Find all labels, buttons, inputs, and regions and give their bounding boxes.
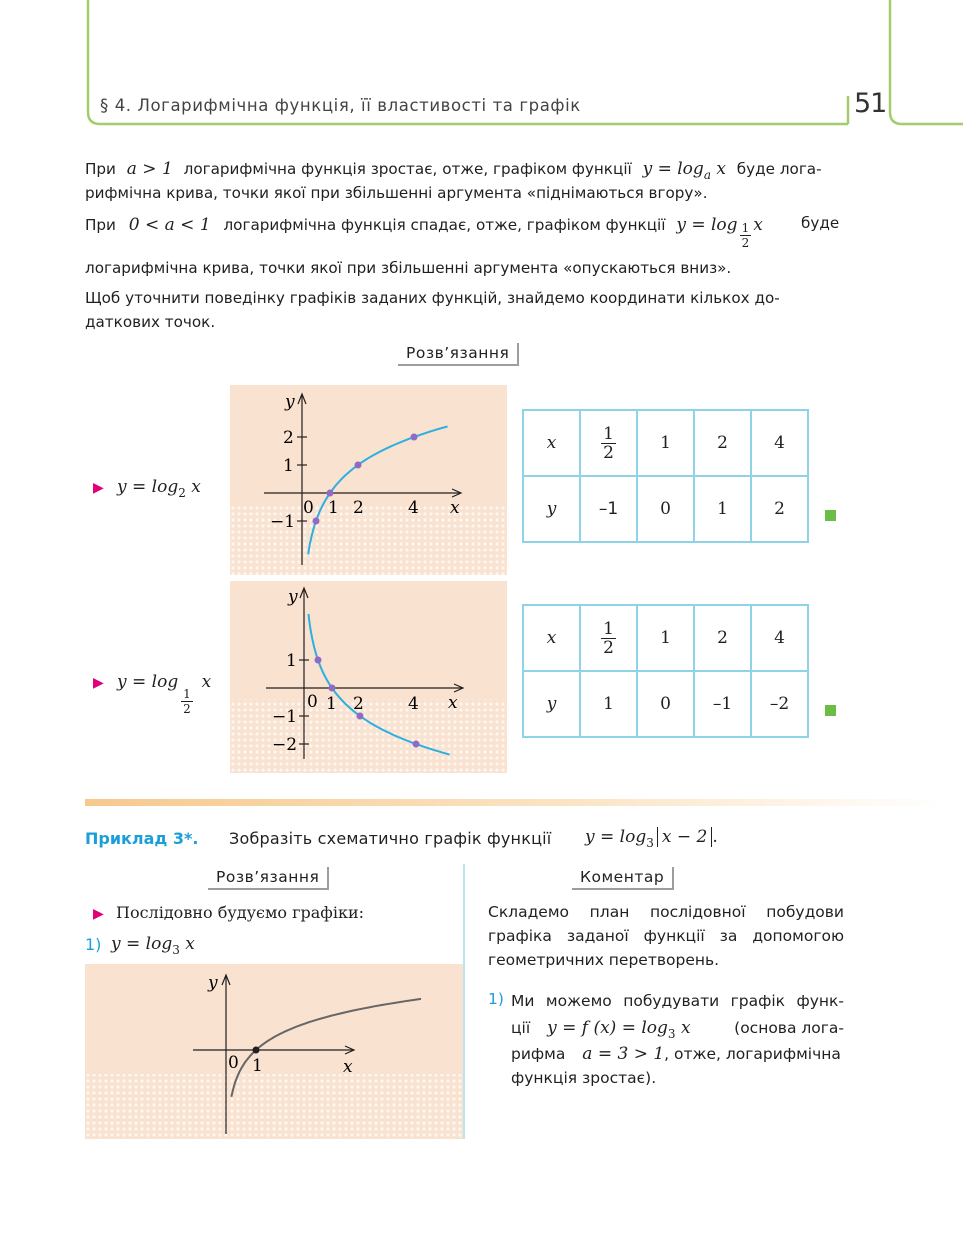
- x-tick-1: 1: [326, 694, 337, 714]
- intro-paragraph-1: При a > 1 логарифмічна функція зростає, отже, графіком функції $y = \log_a x$ буде лога-: [85, 159, 822, 182]
- page-number: 51: [854, 88, 887, 119]
- table-cell: –2: [751, 671, 808, 737]
- curve-point: [313, 518, 320, 525]
- table-cell: –1: [694, 671, 751, 737]
- step-intro: Послідовно будуємо графіки:: [116, 903, 364, 922]
- y-axis-label: y: [285, 392, 295, 412]
- function-log-half-base: 1 2: [181, 687, 193, 716]
- bullet-icon: ▶: [93, 906, 104, 922]
- table-cell: $\frac{1}{2}$: [580, 410, 637, 476]
- curve-point: [413, 741, 420, 748]
- table-cell: 2: [694, 410, 751, 476]
- table-cell: 1: [637, 410, 694, 476]
- y-axis-label: y: [288, 587, 298, 607]
- y-tick-1: 1: [283, 456, 294, 476]
- table-row: [523, 671, 808, 737]
- comment-line-2: графіка заданої функції за допомогою: [488, 927, 844, 945]
- values-table-log-half: [522, 604, 809, 738]
- intro-paragraph-3-line1: Щоб уточнити поведінку графіків заданих функцій, знайдемо координати кількох до-: [85, 289, 780, 307]
- table-cell: 2: [694, 605, 751, 671]
- bullet-icon: ▶: [93, 480, 104, 496]
- table-header-y: y: [523, 476, 580, 542]
- curve-point: [355, 462, 362, 469]
- table-row: [523, 476, 808, 542]
- step-number: 1): [85, 935, 102, 954]
- y-tick-minus1: −1: [272, 707, 298, 727]
- table-cell: 1: [580, 671, 637, 737]
- example-task: Зобразіть схематично графік функції: [229, 829, 552, 848]
- intro-paragraph-2: При 0 < a < 1 логарифмічна функція спадає, отже, графіком функції y = log $\frac{1}{2}$ x: [85, 215, 763, 250]
- end-of-solution-marker: [825, 705, 836, 716]
- table-cell: 1: [694, 476, 751, 542]
- table-cell: 2: [751, 476, 808, 542]
- example-function: $y = \log_3 x - 2$ .: [585, 827, 718, 850]
- values-table-log2: [522, 409, 809, 543]
- table-cell: 1: [637, 605, 694, 671]
- graph-log3: [85, 964, 463, 1139]
- x-axis-label: x: [450, 498, 460, 518]
- point-1-0: [253, 1047, 260, 1054]
- y-tick-2: 2: [283, 428, 294, 448]
- table-header-x: x: [523, 410, 580, 476]
- x-tick-4: 4: [408, 694, 419, 714]
- x-tick-2: 2: [353, 694, 364, 714]
- x-tick-1: 1: [252, 1056, 263, 1076]
- intro-paragraph-2-tail: буде: [801, 214, 840, 232]
- comment-line-1: Складемо план послідовної побудови: [488, 903, 844, 921]
- origin-label: 0: [228, 1053, 239, 1073]
- comment-item-line-2: ції y = f $(x) = \log_3 x$ (основа лога-: [511, 1018, 844, 1041]
- step1-function: $y = \log_3 x$: [111, 934, 195, 957]
- table-cell: 4: [751, 605, 808, 671]
- table-cell: 0: [637, 671, 694, 737]
- section-title: § 4. Логарифмічна функція, її властивості та графік: [100, 96, 581, 115]
- y-tick-minus2: −2: [272, 735, 298, 755]
- table-header-x: x: [523, 605, 580, 671]
- y-tick-minus1: −1: [270, 512, 296, 532]
- graph-log2: [230, 385, 507, 575]
- table-row: [523, 605, 808, 671]
- comment-item-line-1: Ми можемо побудувати графік функ-: [511, 992, 844, 1010]
- x-tick-4: 4: [408, 498, 419, 518]
- table-cell: 4: [751, 410, 808, 476]
- curve-point: [411, 434, 418, 441]
- bullet-icon: ▶: [93, 675, 104, 691]
- table-cell: $\frac{1}{2}$: [580, 605, 637, 671]
- graph-log-half: [230, 581, 507, 773]
- intro-paragraph-1-line2: рифмічна крива, точки якої при збільшенні аргумента «піднімаються вгору».: [85, 184, 708, 202]
- table-cell: 0: [637, 476, 694, 542]
- origin-label: 0: [307, 692, 318, 712]
- table-row: [523, 410, 808, 476]
- comment-item-number: 1): [488, 990, 504, 1008]
- comment-item-line-3: рифма a = 3 > 1, отже, логарифмічна: [511, 1044, 841, 1064]
- example-label: Приклад 3*.: [85, 829, 199, 848]
- intro-paragraph-2-line2: логарифмічна крива, точки якої при збільшенні аргумента «опускаються вниз».: [85, 259, 732, 277]
- table-cell: –1: [580, 476, 637, 542]
- graph-dots: [85, 1074, 463, 1139]
- function-log-half-label: y = log x: [117, 672, 212, 692]
- solution-label: Розв’язання: [208, 867, 329, 890]
- header-frame: [0, 0, 963, 140]
- x-axis-label: x: [343, 1057, 353, 1077]
- x-tick-1: 1: [328, 498, 339, 518]
- section-divider: [85, 799, 945, 806]
- function-log2-label: $y = \log_2 x$: [117, 477, 201, 500]
- comment-line-3: геометричних перетворень.: [488, 951, 720, 969]
- curve-point: [329, 685, 336, 692]
- curve-point: [327, 490, 334, 497]
- y-tick-1: 1: [286, 651, 297, 671]
- column-divider: [463, 864, 465, 1139]
- y-axis-label: y: [208, 973, 218, 993]
- intro-paragraph-3-line2: даткових точок.: [85, 313, 216, 331]
- comment-item-line-4: функція зростає).: [511, 1069, 657, 1087]
- curve-point: [315, 657, 322, 664]
- table-header-y: y: [523, 671, 580, 737]
- solution-label: Розв’язання: [398, 343, 519, 366]
- x-axis-label: x: [448, 693, 458, 713]
- comment-label: Коментар: [572, 867, 674, 890]
- x-tick-2: 2: [353, 498, 364, 518]
- end-of-solution-marker: [825, 510, 836, 521]
- origin-label: 0: [303, 498, 314, 518]
